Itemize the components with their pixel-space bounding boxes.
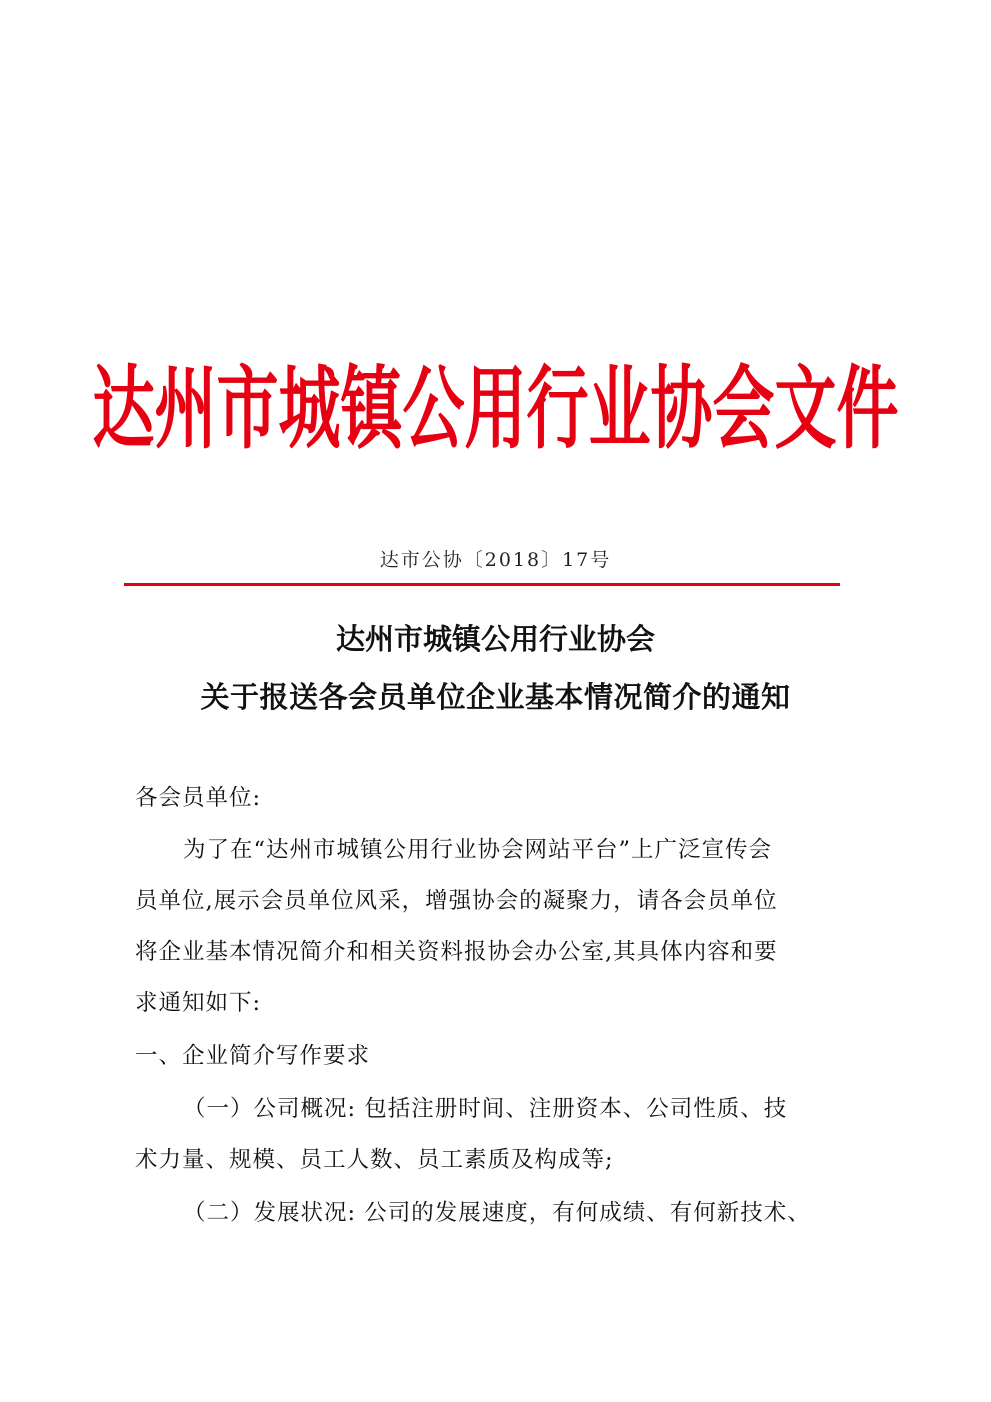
section-heading-1: 一、企业简介写作要求 — [135, 1043, 371, 1069]
notice-title-line-1: 达州市城镇公用行业协会 — [335, 622, 655, 656]
item-2-line-1: （二）发展状况: 公司的发展速度，有何成绩、有何新技术、 — [183, 1200, 811, 1226]
paragraph-line-2: 员单位,展示会员单位风采，增强协会的凝聚力，请各会员单位 — [135, 888, 778, 914]
salutation: 各会员单位: — [135, 785, 262, 811]
item-1-line-1: （一）公司概况: 包括注册时间、注册资本、公司性质、技 — [183, 1096, 788, 1122]
notice-title-line-2: 关于报送各会员单位企业基本情况简介的通知 — [200, 680, 791, 714]
masthead-title: 达州市城镇公用行业协会文件 — [92, 355, 899, 462]
red-divider-line — [124, 583, 840, 586]
paragraph-line-4: 求通知如下: — [135, 990, 262, 1016]
paragraph-line-3: 将企业基本情况简介和相关资料报协会办公室,其具体内容和要 — [135, 939, 778, 965]
document-number: 达市公协〔2018〕17号 — [379, 549, 612, 571]
paragraph-line-1: 为了在“达州市城镇公用行业协会网站平台”上广泛宣传会 — [183, 837, 773, 863]
item-1-line-2: 术力量、规模、员工人数、员工素质及构成等; — [135, 1147, 614, 1173]
